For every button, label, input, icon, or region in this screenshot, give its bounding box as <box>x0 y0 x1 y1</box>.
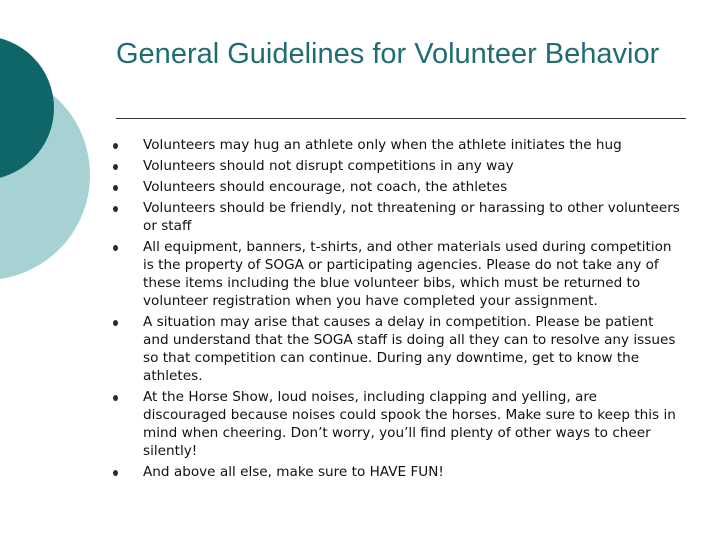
bullet-dot-icon <box>113 470 118 476</box>
bullet-item <box>113 199 683 235</box>
bullet-text: At the Horse Show, loud noises, including clapping and yelling, are discouraged because noises could spook the horses. Make sure to keep this in mind when cheering. Don’t worry, you’ll find plenty of other ways to cheer silently! <box>143 389 676 459</box>
bullet-item <box>113 178 683 196</box>
bullet-dot-icon <box>113 245 118 251</box>
bullet-item <box>113 238 683 310</box>
title-divider <box>116 118 686 119</box>
decorative-circles <box>0 0 120 300</box>
bullet-text: Volunteers should encourage, not coach, the athletes <box>143 179 508 195</box>
bullet-dot-icon <box>113 185 118 191</box>
bullet-list <box>113 136 683 484</box>
slide-title: General Guidelines for Volunteer Behavior <box>116 38 660 70</box>
bullet-text: And above all else, make sure to HAVE FUN! <box>143 464 444 480</box>
bullet-dot-icon <box>113 143 118 149</box>
bullet-text: Volunteers should not disrupt competitions in any way <box>143 158 514 174</box>
bullet-text: A situation may arise that causes a delay in competition. Please be patient and understand that the SOGA staff is doing all they can to resolve any issues so that competition can continue. During any downtime, get to know the athletes. <box>143 314 676 384</box>
bullet-item <box>113 463 683 481</box>
bullet-item <box>113 136 683 154</box>
bullet-item <box>113 388 683 460</box>
bullet-item <box>113 157 683 175</box>
bullet-text: Volunteers may hug an athlete only when the athlete initiates the hug <box>143 137 622 153</box>
bullet-text: All equipment, banners, t-shirts, and other materials used during competition is the property of SOGA or participating agencies. Please do not take any of these items including the blue volunteer bibs, which must be returned to volunteer registration when you have completed your assignment. <box>143 239 672 309</box>
bullet-dot-icon <box>113 206 118 212</box>
bullet-dot-icon <box>113 164 118 170</box>
bullet-item <box>113 313 683 385</box>
bullet-dot-icon <box>113 320 118 326</box>
bullet-text: Volunteers should be friendly, not threatening or harassing to other volunteers or staff <box>143 200 680 234</box>
bullet-dot-icon <box>113 395 118 401</box>
